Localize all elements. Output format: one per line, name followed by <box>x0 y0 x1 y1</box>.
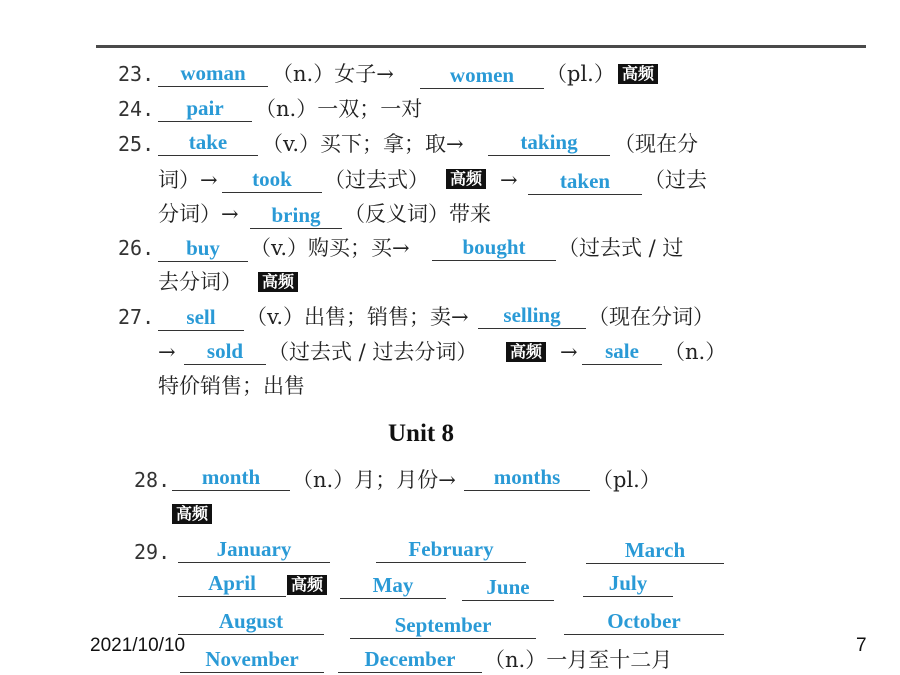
item-text: （pl.） <box>546 62 615 86</box>
month-march: March <box>586 537 724 564</box>
item-text: 去分词） <box>158 270 242 294</box>
item-text: （过去式 / 过 <box>558 236 684 260</box>
item-text: → <box>500 168 518 192</box>
month-september: September <box>350 612 536 639</box>
item-text: （v.）出售；销售；卖→ <box>246 305 469 329</box>
answer-blank: bought <box>432 234 556 261</box>
month-may: May <box>340 572 446 599</box>
answer-blank: sell <box>158 304 244 331</box>
answer-blank: sale <box>582 338 662 365</box>
item-text: （现在分 <box>614 132 698 156</box>
answer-blank: months <box>464 464 590 491</box>
high-frequency-tag: 高频 <box>618 64 658 84</box>
month-november: November <box>180 646 324 673</box>
month-october: October <box>564 608 724 635</box>
item-text: 特价销售；出售 <box>158 374 305 398</box>
answer-blank: taken <box>528 168 642 195</box>
month-december: December <box>338 646 482 673</box>
item-text: （n.）女子→ <box>272 62 394 86</box>
item-number: 27. <box>118 305 155 329</box>
answer-blank: women <box>420 62 544 89</box>
high-frequency-tag: 高频 <box>506 342 546 362</box>
high-frequency-tag: 高频 <box>258 272 298 292</box>
item-text: （v.）买下；拿；取→ <box>262 132 464 156</box>
high-frequency-tag: 高频 <box>446 169 486 189</box>
unit-title: Unit 8 <box>388 420 454 447</box>
month-july: July <box>583 570 673 597</box>
item-text: （n.）一双；一对 <box>255 97 423 121</box>
item-text: 分词）→ <box>158 202 239 226</box>
item-text: （n.）一月至十二月 <box>484 648 673 672</box>
top-rule <box>96 45 866 48</box>
item-text: → <box>560 340 578 364</box>
item-number: 29. <box>134 540 171 564</box>
item-text: → <box>158 340 176 364</box>
month-april: April <box>178 570 286 597</box>
high-frequency-tag: 高频 <box>172 504 212 524</box>
item-text: 词）→ <box>158 168 218 192</box>
answer-blank: took <box>222 166 322 193</box>
answer-blank: buy <box>158 235 248 262</box>
answer-blank: take <box>158 129 258 156</box>
answer-blank: bring <box>250 202 342 229</box>
item-text: （反义词）带来 <box>344 202 491 226</box>
item-text: （过去式） <box>324 168 429 192</box>
item-text: （过去式 / 过去分词） <box>268 340 478 364</box>
item-text: （v.）购买；买→ <box>250 236 410 260</box>
answer-blank: pair <box>158 95 252 122</box>
month-june: June <box>462 574 554 601</box>
footer-date: 2021/10/10 <box>90 635 186 656</box>
item-number: 25. <box>118 132 155 156</box>
item-text: （现在分词） <box>588 305 714 329</box>
month-august: August <box>178 608 324 635</box>
item-text: （过去 <box>644 168 707 192</box>
item-number: 24. <box>118 97 155 121</box>
month-february: February <box>376 536 526 563</box>
answer-blank: month <box>172 464 290 491</box>
month-january: January <box>178 536 330 563</box>
item-text: （n.）月；月份→ <box>292 468 456 492</box>
answer-blank: sold <box>184 338 266 365</box>
answer-blank: woman <box>158 60 268 87</box>
answer-blank: taking <box>488 129 610 156</box>
high-frequency-tag: 高频 <box>287 575 327 595</box>
item-text: （pl.） <box>592 468 661 492</box>
answer-blank: selling <box>478 302 586 329</box>
page-number: 7 <box>856 635 867 656</box>
item-number: 26. <box>118 236 155 260</box>
item-number: 23. <box>118 62 155 86</box>
item-text: （n.） <box>664 340 727 364</box>
item-number: 28. <box>134 468 171 492</box>
